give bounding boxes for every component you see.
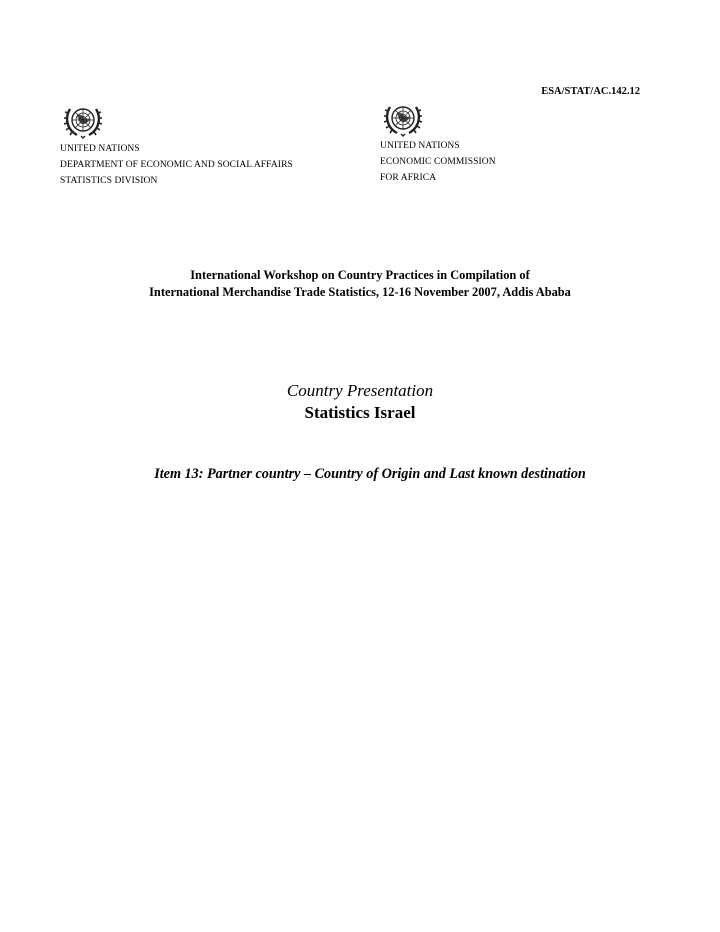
workshop-title (0, 267, 720, 301)
left-organization-block (60, 141, 293, 189)
un-emblem-icon (63, 101, 103, 139)
left-org-line: UNITED NATIONS (60, 144, 140, 154)
workshop-title-line: International Merchandise Trade Statistics, 12-16 November 2007, Addis Ababa (149, 285, 571, 299)
right-org-line: ECONOMIC COMMISSION (380, 157, 496, 167)
left-org-line: STATISTICS DIVISION (60, 176, 158, 186)
un-emblem-icon (383, 99, 423, 137)
right-organization-block (380, 138, 496, 186)
presentation-country: Statistics Israel (304, 403, 416, 422)
presentation-label: Country Presentation (286, 381, 434, 400)
right-org-line: UNITED NATIONS (380, 141, 460, 151)
right-org-line: FOR AFRICA (380, 173, 437, 183)
document-symbol: ESA/STAT/AC.142.12 (541, 86, 640, 97)
left-org-line: DEPARTMENT OF ECONOMIC AND SOCIAL AFFAIRS (60, 160, 293, 170)
workshop-title-line: International Workshop on Country Practices in Compilation of (190, 268, 530, 282)
item-title: Item 13: Partner country – Country of Origin and Last known destination (154, 466, 586, 482)
